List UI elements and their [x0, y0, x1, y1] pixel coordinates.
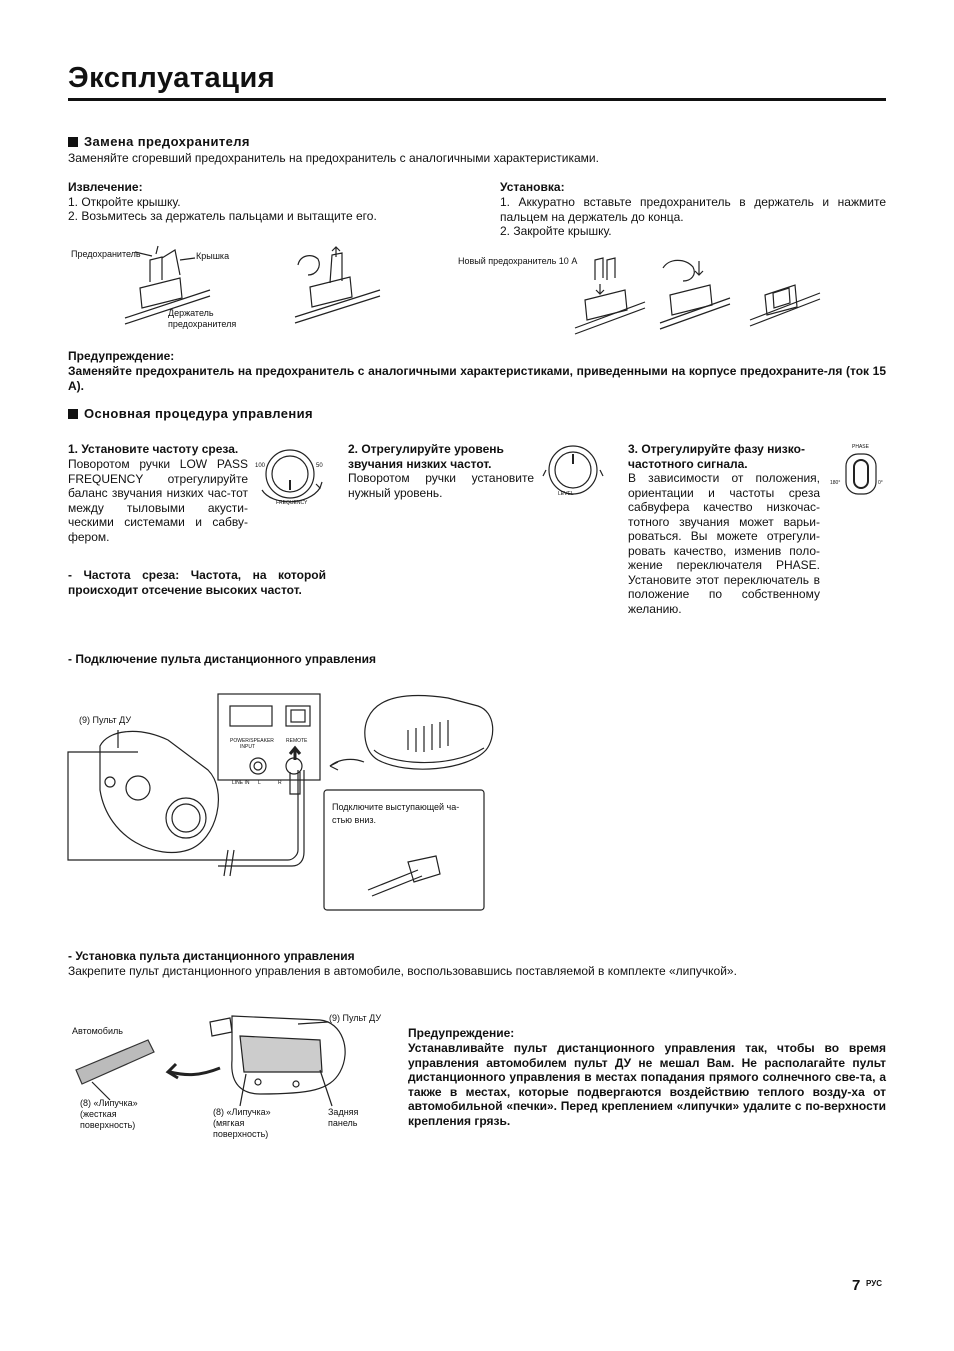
- mount-warning-text: Устанавливайте пульт дистанционного управления так, чтобы во время управления автомобилем пульт ДУ не мешал Вам. Не располагайте пульт дистанционного управления в местах попадания прямого солнечного све-та, а также в местах, которые подвергаются воздействию теплого возду-ха от автомобильной «печки». Перед креплением «липучки» удалите с по-верхности крепления грязь.: [408, 1041, 886, 1128]
- title-rule: [68, 98, 886, 101]
- step2-text: Поворотом ручки установите нужный уровень.: [348, 471, 534, 500]
- callout-line-2: стью вниз.: [332, 815, 376, 825]
- holder-label-2: предохранителя: [168, 319, 237, 329]
- removal-heading: Извлечение:: [68, 180, 143, 194]
- remote-conn-heading: - Подключение пульта дистанционного управления: [68, 652, 376, 666]
- fuse-press-diagram: [655, 253, 735, 328]
- knob2-caption: LEVEL: [558, 491, 574, 497]
- fuse-closed-diagram: [745, 265, 825, 325]
- remote-mount-text: Закрепите пульт дистанционного управления в автомобиле, воспользовавшись поставляемой в комплекте «липучкой».: [68, 964, 737, 978]
- page-lang: РУС: [866, 1279, 882, 1288]
- remote-mount-heading: - Установка пульта дистанционного управления: [68, 949, 355, 963]
- fuse-holder-diagram-1: [120, 240, 220, 330]
- install-step-1: 1. Аккуратно вставьте предохранитель в держатель и нажмите пальцем на держатель до конца.: [500, 195, 886, 224]
- square-bullet-icon: [68, 137, 78, 147]
- knob1-max: 50: [316, 463, 323, 469]
- remote-mount-diagram: [70, 1010, 370, 1110]
- removal-step-2: 2. Возьмитесь за держатель пальцами и вытащите его.: [68, 209, 377, 223]
- install-step-2: 2. Закройте крышку.: [500, 224, 612, 238]
- hard-label-2: (жесткая: [80, 1109, 117, 1119]
- callout-line-1: Подключите выступающей ча-: [332, 802, 460, 812]
- knob1-min: 100: [255, 463, 266, 469]
- panel-l-label: L: [258, 780, 261, 786]
- soft-label-1: (8) «Липучка»: [213, 1107, 271, 1117]
- page-title: Эксплуатация: [68, 62, 276, 94]
- fuse-warning-text: Заменяйте предохранитель на предохранитель с аналогичными характеристиками, приведенными на корпусе предохраните-ля (ток 15 A).: [68, 364, 886, 393]
- fuse-label: Предохранитель: [71, 249, 141, 259]
- back-label-1: Задняя: [328, 1107, 359, 1117]
- hard-label-1: (8) «Липучка»: [80, 1098, 138, 1108]
- holder-label-1: Держатель: [168, 308, 214, 318]
- step1-heading: 1. Установите частоту среза.: [68, 442, 239, 456]
- square-bullet-icon: [68, 409, 78, 419]
- phase-switch-icon: [842, 452, 882, 497]
- panel-power-label: POWER/SPEAKER: [230, 738, 274, 744]
- install-heading: Установка:: [500, 180, 565, 194]
- panel-remote-label: REMOTE: [286, 738, 308, 744]
- mount-warning-heading: Предупреждение:: [408, 1026, 515, 1040]
- fuse-insert-diagram: [570, 250, 650, 335]
- hard-label-3: поверхность): [80, 1120, 136, 1130]
- step1-text: Поворотом ручки LOW PASS FREQUENCY отрегулируйте баланс звучания низких час-тот между тыловыми акусти-ческими системами и сабву-фером.: [68, 457, 248, 544]
- removal-step-1: 1. Откройте крышку.: [68, 195, 181, 209]
- back-label-2: панель: [328, 1118, 358, 1128]
- phase-left-label: 180°: [830, 480, 841, 486]
- fuse-intro: Заменяйте сгоревший предохранитель на предохранитель с аналогичными характеристиками.: [68, 151, 599, 165]
- step1-note: - Частота среза: Частота, на которой происходит отсечение высоких частот.: [68, 568, 326, 597]
- fuse-heading: Замена предохранителя: [68, 135, 250, 150]
- basic-heading: Основная процедура управления: [68, 407, 313, 422]
- soft-label-3: поверхность): [213, 1129, 269, 1139]
- mount-remote-label: (9) Пульт ДУ: [329, 1013, 382, 1023]
- level-knob-icon: [540, 440, 610, 505]
- car-label: Автомобиль: [72, 1026, 123, 1036]
- remote-label: (9) Пульт ДУ: [79, 715, 132, 725]
- page-number: 7: [852, 1277, 861, 1294]
- panel-r-label: R: [278, 780, 282, 786]
- fuse-holder-diagram-2: [290, 245, 390, 330]
- panel-line-in-label: LINE IN: [232, 780, 250, 786]
- panel-input-label: INPUT: [240, 744, 255, 750]
- phase-right-label: 0°: [878, 480, 883, 486]
- new-fuse-label: Новый предохранитель 10 A: [458, 256, 578, 266]
- soft-label-2: (мягкая: [213, 1118, 245, 1128]
- knob1-caption: FREQUENCY: [276, 500, 308, 506]
- phase-title: PHASE: [852, 444, 869, 450]
- step3-text: В зависимости от положения, ориентации и частоты среза сабвуфера качество низкочас-тотного звучания может варьи-роваться. Вы можете отрегули-ровать качество, изменив поло-жение переключателя PHASE. Установите этот переключатель в положение по собственному желанию.: [628, 471, 820, 616]
- fuse-warning-heading: Предупреждение:: [68, 349, 175, 363]
- step2-heading: 2. Отрегулируйте уровень звучания низких частот.: [348, 442, 504, 471]
- cover-label: Крышка: [196, 251, 230, 261]
- step3-heading: 3. Отрегулируйте фазу низко-частотного сигнала.: [628, 442, 805, 471]
- remote-connection-diagram: [68, 690, 888, 920]
